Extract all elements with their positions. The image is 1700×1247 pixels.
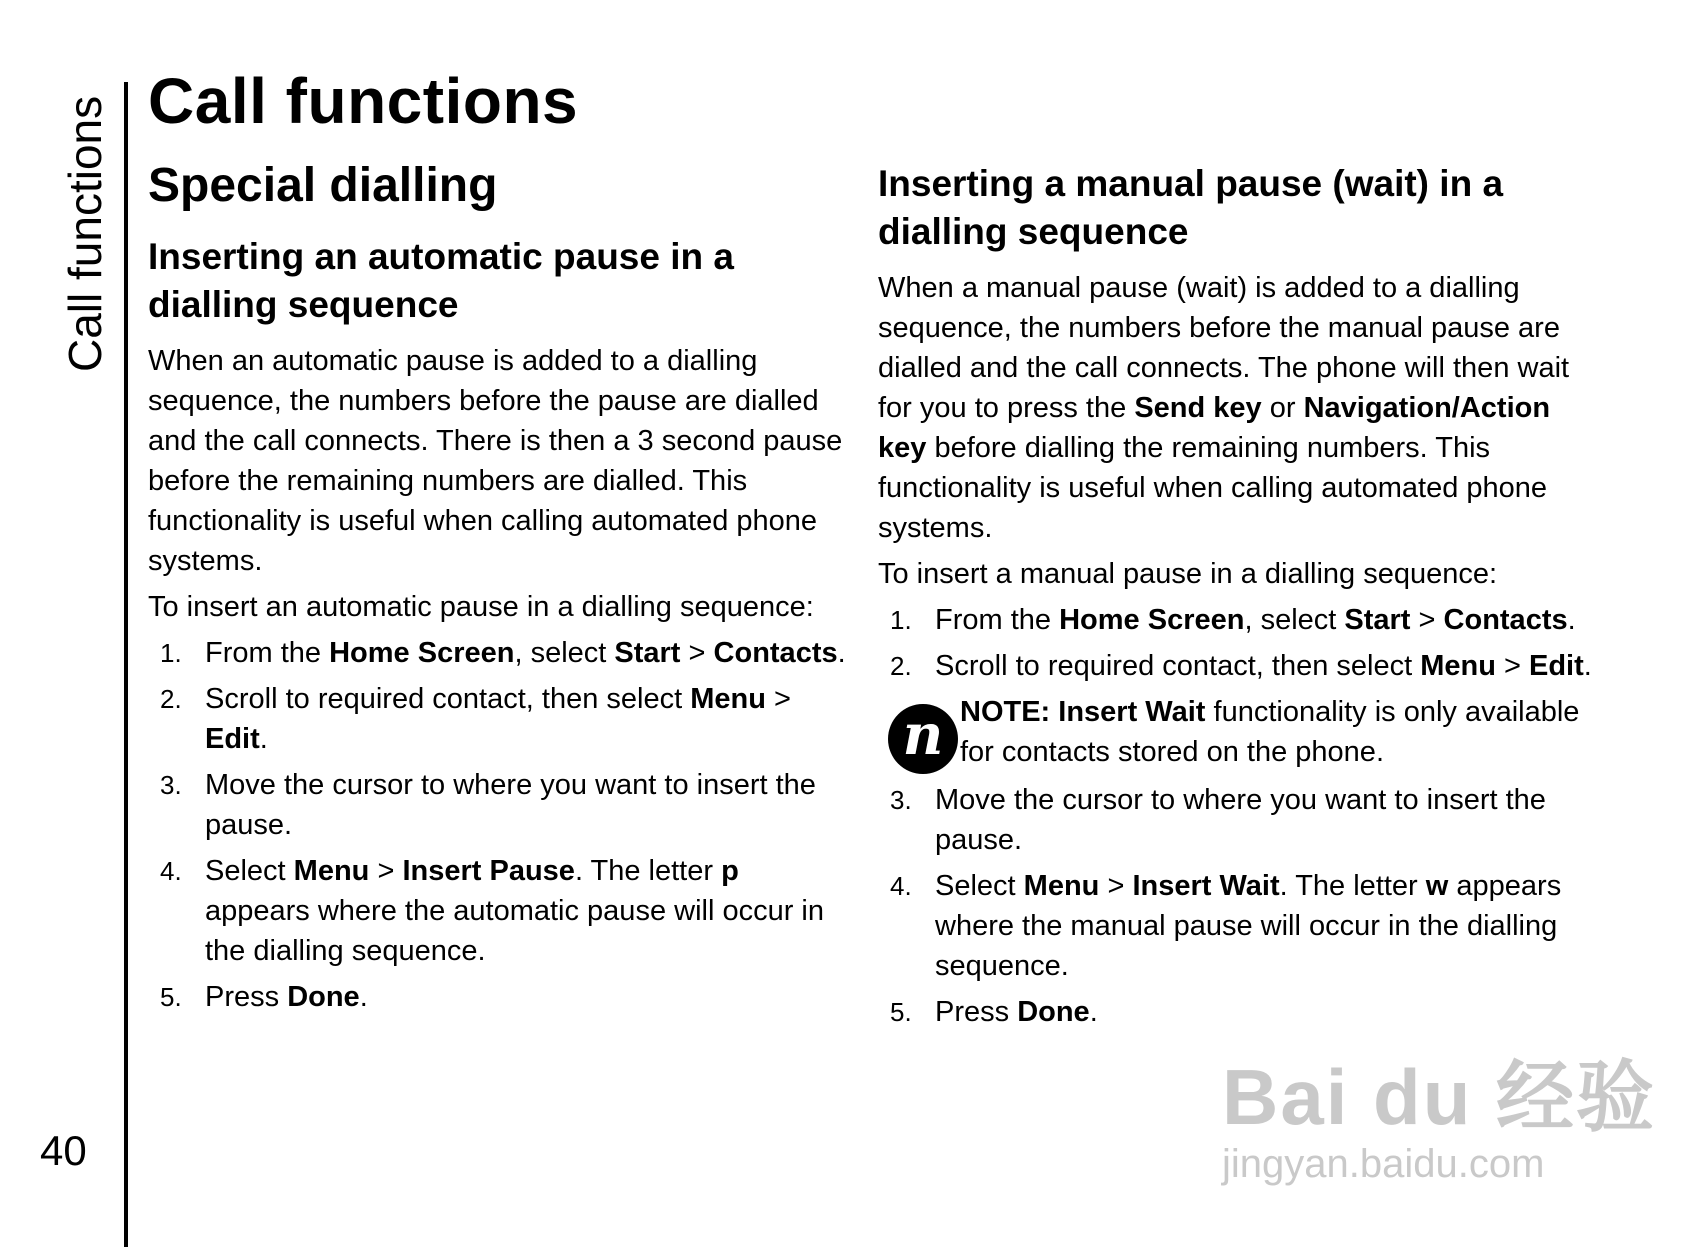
list-item: 1. From the Home Screen, select Start > Contacts.	[890, 604, 1576, 637]
lead-paragraph: To insert a manual pause in a dialling sequence:	[878, 558, 1498, 591]
right-column	[878, 160, 1598, 1038]
steps-list-continued	[878, 780, 1598, 1032]
list-item: 4. Select Menu > Insert Pause. The letter p appears where the automatic pause will occur in the dialling sequence.	[160, 855, 824, 968]
list-item: 1. From the Home Screen, select Start > Contacts.	[160, 637, 846, 670]
list-item: 3. Move the cursor to where you want to insert the pause.	[890, 784, 1546, 857]
list-item: 5. Press Done.	[160, 981, 368, 1014]
subsection-title-auto-pause: Inserting an automatic pause in a dialling sequence	[148, 236, 734, 326]
note-icon: n	[888, 704, 958, 774]
page-number: 40	[40, 1127, 87, 1174]
margin-rule	[124, 82, 128, 1247]
list-item: 2. Scroll to required contact, then select Menu > Edit.	[160, 683, 791, 756]
steps-list	[148, 633, 848, 1017]
left-column	[148, 158, 848, 1023]
watermark-url: jingyan.baidu.com	[1222, 1142, 1545, 1186]
intro-paragraph: When a manual pause (wait) is added to a dialling sequence, the numbers before the manual pause are dialled and the call connects. The phone will then wait for you to press the Send key or Navigation/Action key before dialling the remaining numbers. This functionality is useful when calling automated phone systems.	[878, 272, 1570, 545]
list-item: 3. Move the cursor to where you want to insert the pause.	[160, 769, 816, 842]
side-chapter-label: Call functions	[59, 95, 111, 372]
section-title: Special dialling	[148, 159, 498, 212]
watermark-logo: Bai du 经验	[1222, 1053, 1657, 1141]
lead-paragraph: To insert an automatic pause in a dialling sequence:	[148, 591, 814, 624]
intro-paragraph: When an automatic pause is added to a dialling sequence, the numbers before the pause are dialled and the call connects. There is then a 3 second pause before the remaining numbers are dialled. This functionality is useful when calling automated phone systems.	[148, 345, 843, 578]
list-item: 2. Scroll to required contact, then select Menu > Edit.	[890, 650, 1592, 683]
list-item: 5. Press Done.	[890, 996, 1098, 1029]
list-item: 4. Select Menu > Insert Wait. The letter w appears where the manual pause will occur in the dialling sequence.	[890, 870, 1562, 983]
baidu-watermark	[1222, 1053, 1657, 1186]
note-callout: n NOTE: Insert Wait functionality is only available for contacts stored on the phone.	[878, 692, 1598, 772]
subsection-title-manual-pause: Inserting a manual pause (wait) in a dialling sequence	[878, 163, 1504, 253]
steps-list	[878, 600, 1598, 686]
page-title: Call functions	[148, 65, 579, 137]
